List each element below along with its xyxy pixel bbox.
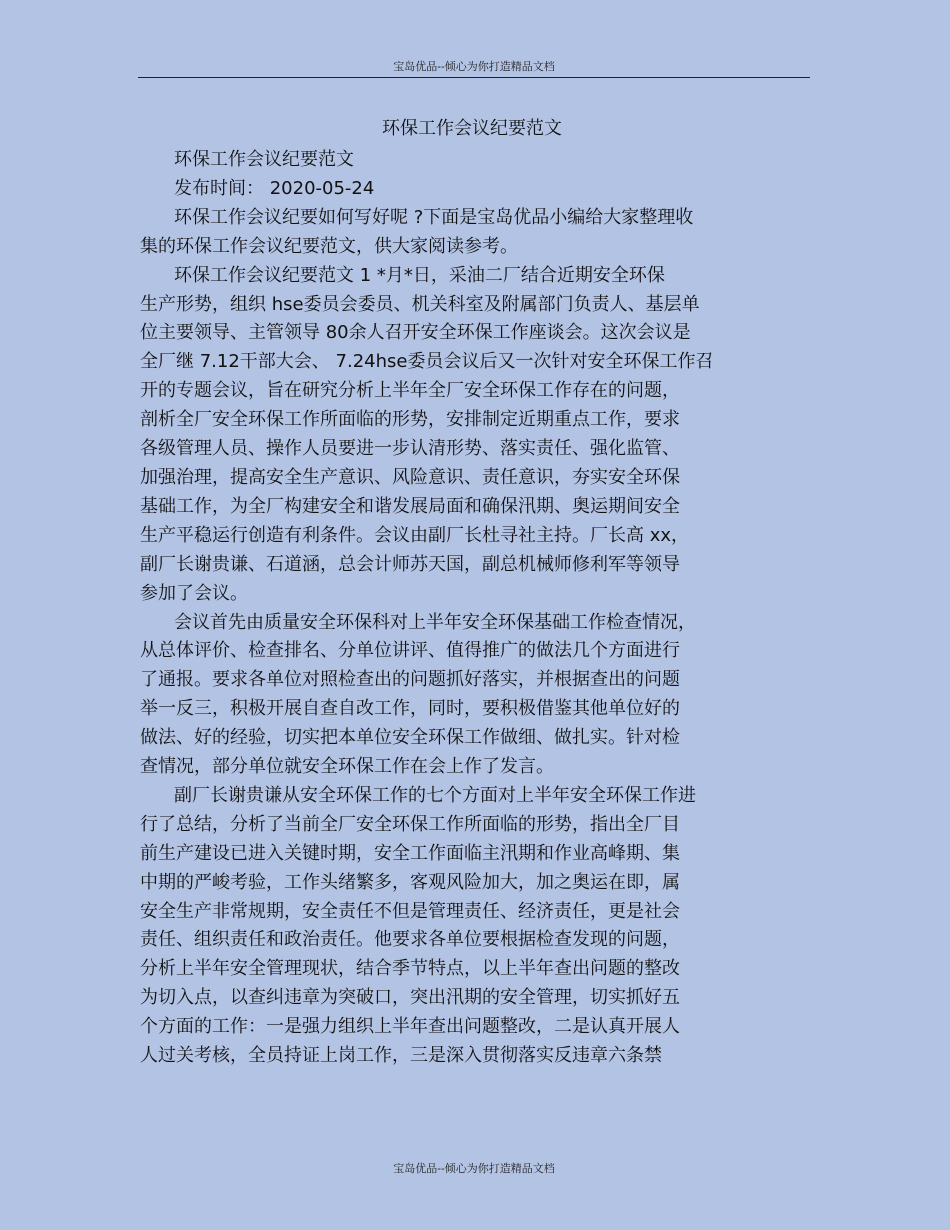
text-line: 参加了会议。	[140, 582, 248, 604]
text-line: 加强治理，提高安全生产意识、风险意识、责任意识，夯实安全环保	[140, 466, 680, 488]
text-line: 为切入点，以查纠违章为突破口，突出汛期的安全管理，切实抓好五	[140, 987, 680, 1009]
text-line: 分析上半年安全管理现状，结合季节特点，以上半年查出问题的整改	[140, 958, 680, 980]
text-line: 了通报。要求各单位对照检查出的问题抓好落实，并根据查出的问题	[140, 669, 680, 691]
text-line: 从总体评价、检查排名、分单位讲评、值得推广的做法几个方面进行	[140, 640, 680, 662]
text-line: 环保工作会议纪要范文	[174, 149, 354, 170]
text-line: 责任、组织责任和政治责任。他要求各单位要根据检查发现的问题，	[140, 929, 680, 951]
document-title: 环保工作会议纪要范文	[382, 118, 562, 139]
text-line: 做法、好的经验，切实把本单位安全环保工作做细、做扎实。针对检	[140, 727, 680, 749]
text-line: 查情况，部分单位就安全环保工作在会上作了发言。	[140, 756, 554, 778]
text-line: 开的专题会议，旨在研究分析上半年全厂安全环保工作存在的问题，	[140, 380, 680, 402]
text-line: 前生产建设已进入关键时期，安全工作面临主汛期和作业高峰期、集	[140, 842, 680, 864]
text-line: 举一反三，积极开展自查自改工作，同时，要积极借鉴其他单位好的	[140, 698, 680, 720]
document-lines	[140, 146, 780, 1071]
text-line: 人过关考核，全员持证上岗工作，三是深入贯彻落实反违章六条禁	[140, 1045, 662, 1067]
text-line: 安全生产非常规期，安全责任不但是管理责任、经济责任，更是社会	[140, 900, 680, 922]
page-header: 宝岛优品--倾心为你打造精品文档	[393, 60, 555, 73]
text-line: 中期的严峻考验，工作头绪繁多，客观风险加大，加之奥运在即，属	[140, 871, 680, 893]
text-line: 各级管理人员、操作人员要进一步认清形势、落实责任、强化监管、	[140, 438, 680, 460]
text-line: 副厂长谢贵谦从安全环保工作的七个方面对上半年安全环保工作进	[174, 784, 696, 806]
text-line: 集的环保工作会议纪要范文，供大家阅读参考。	[140, 235, 518, 257]
text-line: 全厂继 7.12干部大会、 7.24hse委员会议后又一次针对安全环保工作召	[140, 351, 714, 373]
text-line: 生产形势，组织 hse委员会委员、机关科室及附属部门负责人、基层单	[140, 293, 700, 315]
text-line: 副厂长谢贵谦、石道涵，总会计师苏天国，副总机械师修利军等领导	[140, 553, 680, 575]
text-line: 生产平稳运行创造有利条件。会议由副厂长杜寻社主持。厂长高 xx，	[140, 524, 690, 546]
text-line: 基础工作，为全厂构建安全和谐发展局面和确保汛期、奥运期间安全	[140, 495, 680, 517]
text-line: 行了总结，分析了当前全厂安全环保工作所面临的形势，指出全厂目	[140, 813, 680, 835]
text-line: 环保工作会议纪要范文 1 *月*日，采油二厂结合近期安全环保	[174, 264, 665, 286]
page-footer: 宝岛优品--倾心为你打造精品文档	[393, 1162, 555, 1175]
text-line: 个方面的工作：一是强力组织上半年查出问题整改，二是认真开展人	[140, 1016, 680, 1038]
text-line: 位主要领导、主管领导 80余人召开安全环保工作座谈会。这次会议是	[140, 322, 691, 344]
text-line: 会议首先由质量安全环保科对上半年安全环保基础工作检查情况，	[174, 611, 696, 633]
text-line: 环保工作会议纪要如何写好呢 ?下面是宝岛优品小编给大家整理收	[174, 206, 694, 228]
text-line: 剖析全厂安全环保工作所面临的形势，安排制定近期重点工作，要求	[140, 409, 680, 431]
text-line: 发布时间： 2020-05-24	[174, 177, 375, 199]
header-divider	[138, 77, 810, 78]
document-body	[140, 115, 780, 1071]
